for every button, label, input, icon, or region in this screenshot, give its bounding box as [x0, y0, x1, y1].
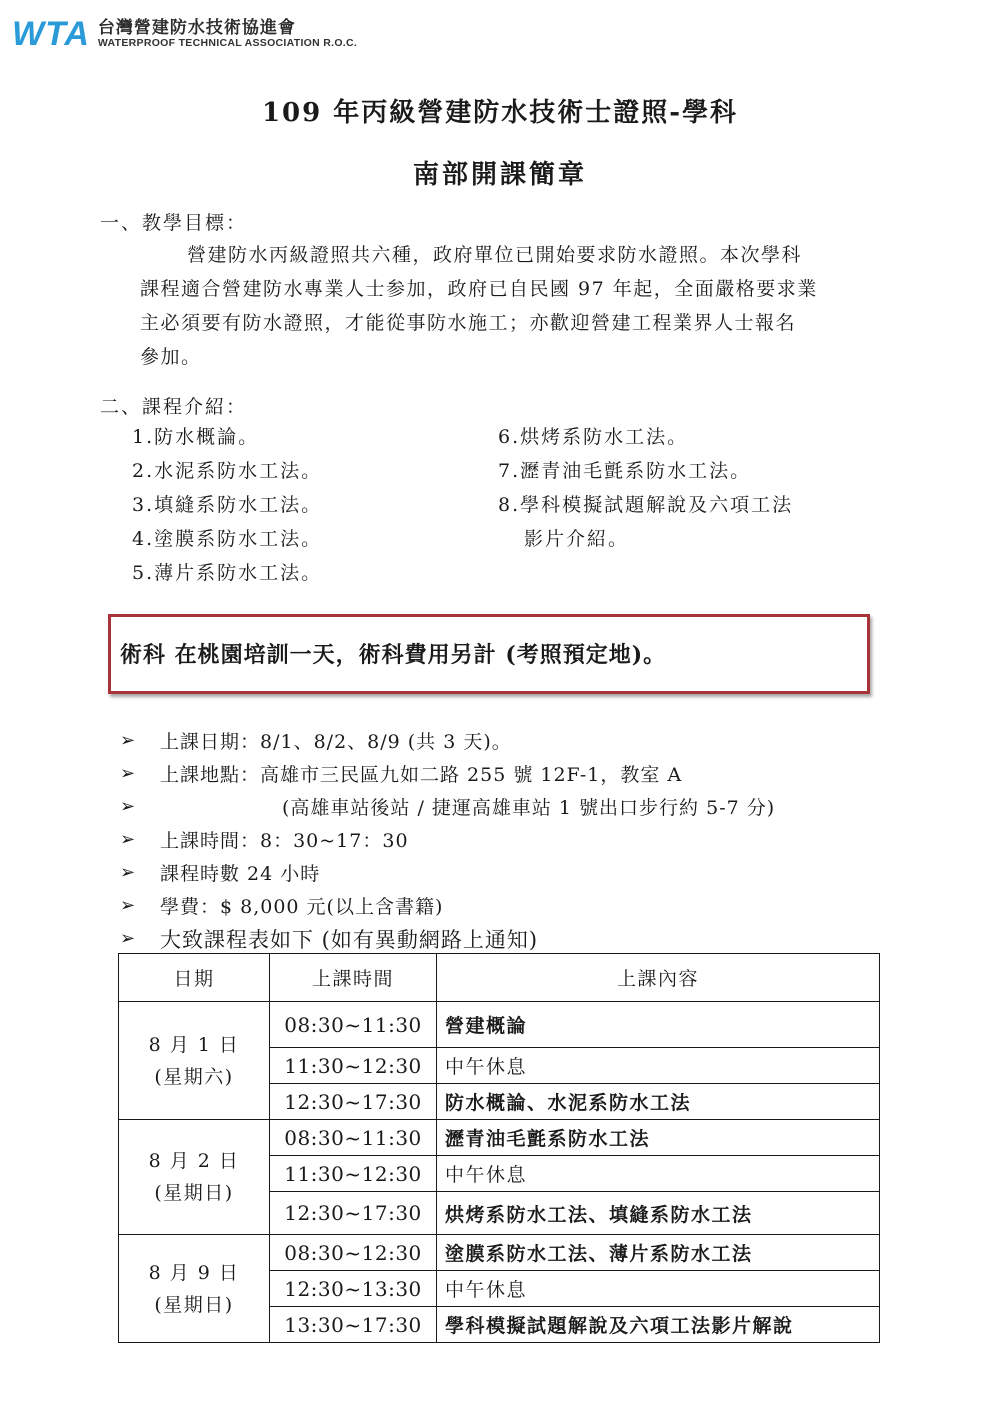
document-title: 109 年丙級營建防水技術士證照-學科 — [261, 98, 739, 128]
content-cell: 中午休息 — [437, 1156, 880, 1192]
table-row — [119, 1235, 880, 1271]
paragraph-line: 課程適合營建防水專業人士参加，政府已自民國 97 年起，全面嚴格要求業 — [140, 278, 818, 300]
schedule-table — [118, 953, 880, 1343]
info-location: ➢ 上課地點：高雄市三民區九如二路 255 號 12F-1，教室 A — [120, 763, 683, 786]
content-cell: 塗膜系防水工法、薄片系防水工法 — [437, 1235, 880, 1271]
course-item: 7.瀝青油毛氈系防水工法。 — [498, 460, 752, 482]
time-cell: 12:30~17:30 — [270, 1192, 437, 1235]
course-item: 6.烘烤系防水工法。 — [498, 426, 689, 448]
course-item: 4.塗膜系防水工法。 — [132, 528, 323, 550]
course-item: 3.填縫系防水工法。 — [132, 494, 323, 516]
time-cell: 12:30~17:30 — [270, 1084, 437, 1120]
time-cell: 12:30~13:30 — [270, 1271, 437, 1307]
info-time: ➢ 上課時間：8：30~17：30 — [120, 829, 409, 852]
info-directions: ➢ (高雄車站後站 / 捷運高雄車站 1 號出口步行約 5-7 分) — [120, 796, 776, 819]
content-cell: 中午休息 — [437, 1048, 880, 1084]
section-objectives-paragraph — [140, 238, 910, 374]
arrow-bullet-icon: ➢ — [120, 829, 137, 850]
table-header-row — [119, 954, 880, 1002]
content-cell: 瀝青油毛氈系防水工法 — [437, 1120, 880, 1156]
time-cell: 08:30~11:30 — [270, 1120, 437, 1156]
time-cell: 08:30~11:30 — [270, 1002, 437, 1048]
content-cell: 學科模擬試題解說及六項工法影片解說 — [437, 1307, 880, 1343]
document-subtitle: 南部開課簡章 — [412, 160, 587, 190]
date-cell: 8 月 2 日 (星期日) — [119, 1120, 270, 1235]
section-objectives-heading: 一、教學目標： — [100, 212, 248, 234]
info-fee: ➢ 學費：$ 8,000 元(以上含書籍) — [120, 895, 444, 918]
arrow-bullet-icon: ➢ — [120, 730, 137, 751]
course-item: 5.薄片系防水工法。 — [132, 562, 323, 584]
course-item-continued: 影片介紹。 — [524, 528, 630, 550]
practical-notice-text: 術科 在桃園培訓一天，術科費用另計 (考照預定地)。 — [120, 642, 667, 668]
date-cell: 8 月 9 日 (星期日) — [119, 1235, 270, 1343]
content-cell: 營建概論 — [437, 1002, 880, 1048]
table-row — [119, 1002, 880, 1048]
table-row — [119, 1120, 880, 1156]
paragraph-line: 主必須要有防水證照，才能從事防水施工；亦歡迎營建工程業界人士報名 — [140, 312, 797, 334]
course-item: 8.學科模擬試題解說及六項工法 — [498, 494, 794, 516]
header-content: 上課內容 — [437, 954, 880, 1002]
time-cell: 11:30~12:30 — [270, 1156, 437, 1192]
course-item: 1.防水概論。 — [132, 426, 260, 448]
logo-mark: WTA — [12, 15, 90, 53]
arrow-bullet-icon: ➢ — [120, 796, 137, 817]
info-date: ➢ 上課日期：8/1、8/2、8/9 (共 3 天)。 — [120, 730, 512, 753]
association-logo — [12, 14, 357, 54]
course-item: 2.水泥系防水工法。 — [132, 460, 323, 482]
header-time: 上課時間 — [270, 954, 437, 1002]
arrow-bullet-icon: ➢ — [120, 895, 137, 916]
course-list-right — [498, 420, 793, 556]
time-cell: 11:30~12:30 — [270, 1048, 437, 1084]
logo-name-cn: 台灣營建防水技術協進會 — [97, 17, 296, 38]
time-cell: 08:30~12:30 — [270, 1235, 437, 1271]
header-date: 日期 — [119, 954, 270, 1002]
logo-name-en: WATERPROOF TECHNICAL ASSOCIATION R.O.C. — [97, 36, 358, 49]
date-cell: 8 月 1 日 (星期六) — [119, 1002, 270, 1120]
course-info-list — [120, 724, 775, 955]
section-courses-heading: 二、課程介紹： — [100, 396, 248, 418]
arrow-bullet-icon: ➢ — [120, 862, 137, 883]
content-cell: 中午休息 — [437, 1271, 880, 1307]
content-cell: 烘烤系防水工法、填縫系防水工法 — [437, 1192, 880, 1235]
logo-text — [98, 19, 357, 49]
time-cell: 13:30~17:30 — [270, 1307, 437, 1343]
course-list-left — [132, 420, 322, 590]
paragraph-line: 營建防水丙級證照共六種，政府單位已開始要求防水證照。本次學科 — [187, 244, 803, 266]
paragraph-line: 參加。 — [140, 346, 202, 368]
info-hours: ➢ 課程時數 24 小時 — [120, 862, 321, 885]
arrow-bullet-icon: ➢ — [120, 928, 137, 949]
info-schedule-intro: ➢ 大致課程表如下 (如有異動網路上通知) — [120, 927, 539, 952]
content-cell: 防水概論、水泥系防水工法 — [437, 1084, 880, 1120]
arrow-bullet-icon: ➢ — [120, 763, 137, 784]
